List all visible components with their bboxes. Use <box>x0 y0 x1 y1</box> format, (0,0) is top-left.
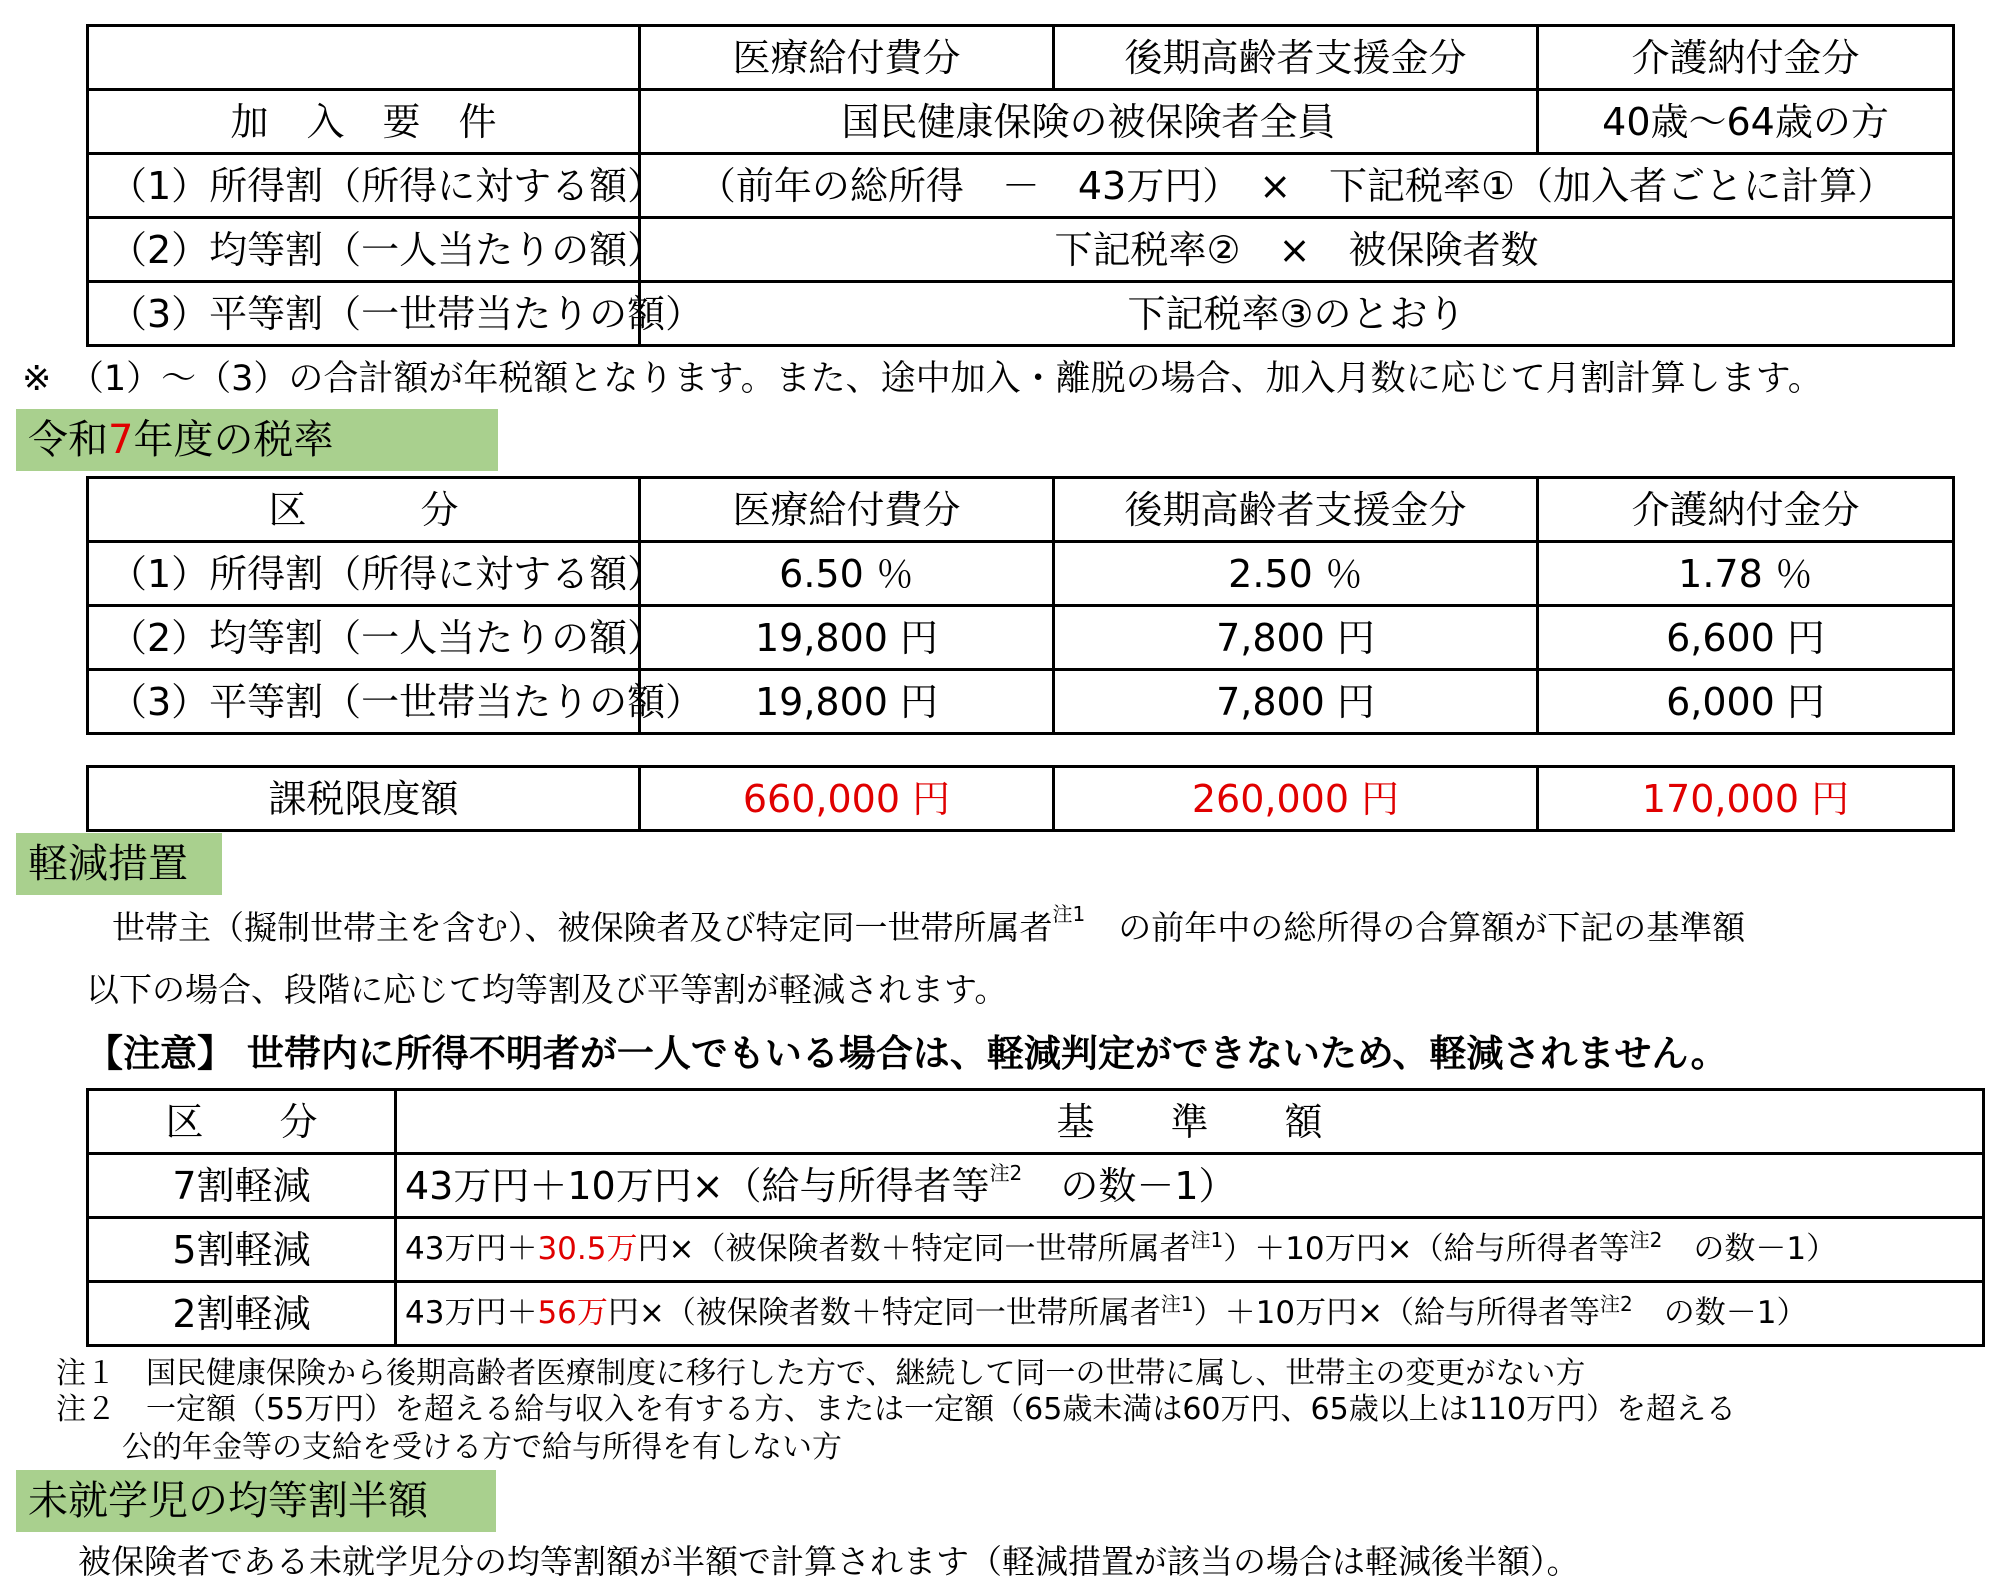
formula-highlight: 30.5万 <box>537 1231 638 1267</box>
reduction-50-label: 5割軽減 <box>88 1218 396 1282</box>
total-note: ※ （1）～（3）の合計額が年税額となります。また、途中加入・離脱の場合、加入月数に応じて月割計算します。 <box>22 359 1823 399</box>
reduction-70-formula <box>396 1154 1984 1218</box>
rate-value: 6,600 円 <box>1538 606 1954 670</box>
rate-value: 2.50 ％ <box>1054 542 1538 606</box>
table-row <box>88 606 1954 670</box>
rate-row-label: （3）平等割（一世帯当たりの額） <box>88 670 640 734</box>
footnote-2-continued: 公的年金等の支給を受ける方で給与所得を有しない方 <box>122 1430 842 1465</box>
rate-row-label: （2）均等割（一人当たりの額） <box>88 606 640 670</box>
note2-marker: 注2 <box>989 1160 1023 1185</box>
formula-text: 43万円＋ <box>405 1231 538 1267</box>
reduction-table <box>86 1088 1985 1347</box>
rates-table <box>86 476 1955 735</box>
limit-elderly-support: 260,000 円 <box>1054 767 1538 831</box>
limit-care: 170,000 円 <box>1538 767 1954 831</box>
note1-marker: 注1 <box>1052 902 1086 926</box>
formula-text: 円×（被保険者数＋特定同一世帯所属者 <box>637 1231 1191 1267</box>
rates-heading-suffix: 年度の税率 <box>133 417 334 463</box>
formula-text: ）＋10万円×（給与所得者等 <box>1223 1231 1630 1267</box>
reduction-50-formula <box>396 1218 1984 1282</box>
header-care: 介護納付金分 <box>1538 26 1954 90</box>
per-capita-label: （2）均等割（一人当たりの額） <box>88 218 640 282</box>
formula-text: ）＋10万円×（給与所得者等 <box>1193 1295 1601 1331</box>
note2-marker: 注2 <box>1600 1292 1633 1316</box>
income-levy-label: （1）所得割（所得に対する額） <box>88 154 640 218</box>
rate-row-label: （1）所得割（所得に対する額） <box>88 542 640 606</box>
footnote-1: 注１ 国民健康保険から後期高齢者医療制度に移行した方で、継続して同一の世帯に属し、世帯主の変更がない方 <box>56 1356 1586 1391</box>
rates-heading-year: 7 <box>108 417 134 463</box>
header-empty <box>88 26 640 90</box>
formula-text: 43万円＋ <box>405 1295 538 1331</box>
reduction-description-line2: 以下の場合、段階に応じて均等割及び平等割が軽減されます。 <box>86 970 1008 1009</box>
limit-table <box>86 765 1955 832</box>
formula-text: の数－1） <box>1060 1163 1237 1208</box>
children-description: 被保険者である未就学児分の均等割額が半額で計算されます（軽減措置が該当の場合は軽減後半額）。 <box>78 1542 1580 1581</box>
rate-value: 19,800 円 <box>640 606 1054 670</box>
reduction-20-label: 2割軽減 <box>88 1282 396 1346</box>
formula-text: 円×（被保険者数＋特定同一世帯所属者 <box>607 1295 1161 1331</box>
header-elderly-support: 後期高齢者支援金分 <box>1054 26 1538 90</box>
join-requirement-all: 国民健康保険の被保険者全員 <box>640 90 1538 154</box>
table-row <box>88 542 1954 606</box>
insurance-basis-table <box>86 24 1955 347</box>
reduction-20-formula <box>396 1282 1984 1346</box>
rates-header-elderly-support: 後期高齢者支援金分 <box>1054 478 1538 542</box>
formula-highlight: 56万 <box>537 1295 608 1331</box>
per-household-formula: 下記税率③のとおり <box>640 282 1954 346</box>
formula-text: の数－1） <box>1693 1231 1838 1267</box>
reduction-description-line1 <box>112 902 1746 948</box>
header-medical: 医療給付費分 <box>640 26 1054 90</box>
note1-marker: 注1 <box>1160 1292 1194 1316</box>
rates-header-category: 区 分 <box>88 478 640 542</box>
rate-value: 7,800 円 <box>1054 606 1538 670</box>
rate-value: 6.50 ％ <box>640 542 1054 606</box>
reduction-70-label: 7割軽減 <box>88 1154 396 1218</box>
limit-medical: 660,000 円 <box>640 767 1054 831</box>
rate-value: 1.78 ％ <box>1538 542 1954 606</box>
table-row <box>88 1218 1984 1282</box>
reduction-text-part2: の前年中の総所得の合算額が下記の基準額 <box>1118 908 1746 947</box>
note1-marker: 注1 <box>1190 1228 1224 1252</box>
reduction-heading: 軽減措置 <box>16 833 222 895</box>
rate-value: 19,800 円 <box>640 670 1054 734</box>
join-requirement-label: 加 入 要 件 <box>88 90 640 154</box>
children-heading: 未就学児の均等割半額 <box>16 1470 496 1532</box>
reduction-header-standard: 基 準 額 <box>396 1090 1984 1154</box>
per-household-label: （3）平等割（一世帯当たりの額） <box>88 282 640 346</box>
reduction-header-category: 区 分 <box>88 1090 396 1154</box>
reduction-text-part1: 世帯主（擬制世帯主を含む）、被保険者及び特定同一世帯所属者 <box>112 908 1053 947</box>
rates-heading-prefix: 令和 <box>28 417 108 463</box>
rates-heading <box>16 409 498 471</box>
limit-label: 課税限度額 <box>88 767 640 831</box>
rates-header-medical: 医療給付費分 <box>640 478 1054 542</box>
join-requirement-care: 40歳～64歳の方 <box>1538 90 1954 154</box>
table-row <box>88 1154 1984 1218</box>
rates-header-care: 介護納付金分 <box>1538 478 1954 542</box>
caution-text: 【注意】 世帯内に所得不明者が一人でもいる場合は、軽減判定ができないため、軽減されません。 <box>86 1032 1728 1075</box>
footnote-2: 注２ 一定額（55万円）を超える給与収入を有する方、または一定額（65歳未満は60万円、65歳以上は110万円）を超える <box>56 1392 1736 1427</box>
income-levy-formula: （前年の総所得 － 43万円） × 下記税率①（加入者ごとに計算） <box>640 154 1954 218</box>
per-capita-formula: 下記税率② × 被保険者数 <box>640 218 1954 282</box>
note2-marker: 注2 <box>1629 1228 1663 1252</box>
rate-value: 6,000 円 <box>1538 670 1954 734</box>
table-row <box>88 1282 1984 1346</box>
table-row <box>88 670 1954 734</box>
formula-text: の数－1） <box>1663 1295 1808 1331</box>
rate-value: 7,800 円 <box>1054 670 1538 734</box>
formula-text: 43万円＋10万円×（給与所得者等 <box>405 1163 990 1208</box>
